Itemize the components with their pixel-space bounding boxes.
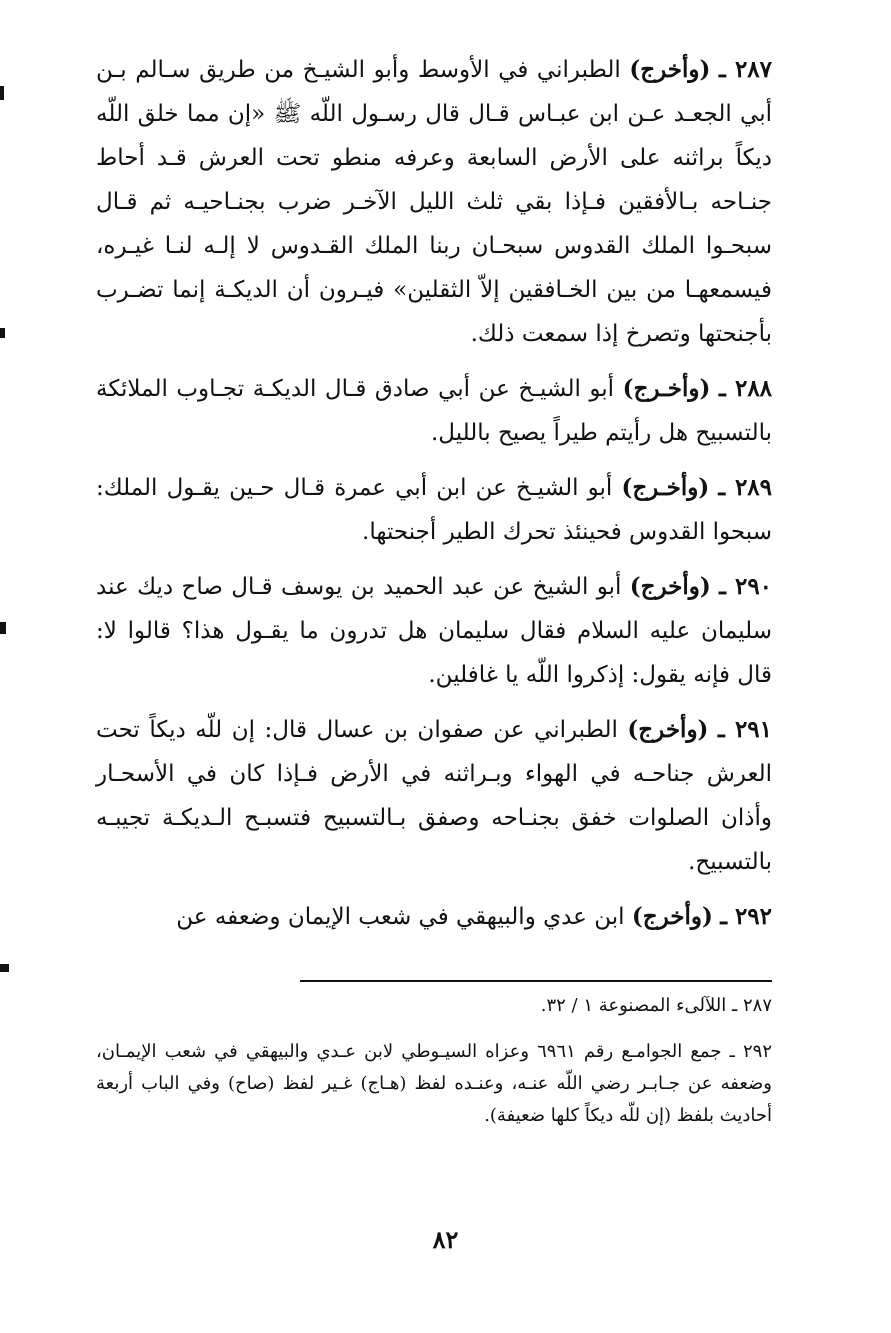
entry-ref: (وأخرج) bbox=[629, 56, 711, 83]
entry-number: ٢٩٢ ـ bbox=[720, 903, 772, 930]
entry-number: ٢٨٨ ـ bbox=[718, 375, 773, 402]
entry-text: ابن عدي والبيهقي في شعب الإيمان وضعفه عن bbox=[176, 904, 625, 930]
entry-289 bbox=[96, 466, 772, 554]
entry-text: أبو الشيخ عن عبد الحميد بن يوسف قـال صاح ديك عند سليمان عليه السلام فقال سليمان هل تدرون ما يقـول هذا؟ قالوا لا: قال فإنه يقول: إذكروا اللّه يا غافلين. bbox=[96, 574, 772, 688]
entry-287 bbox=[96, 48, 772, 356]
scan-edge-mark bbox=[0, 964, 9, 972]
footnote-divider bbox=[300, 980, 772, 982]
entry-288 bbox=[96, 367, 772, 455]
entry-ref: (وأخرج) bbox=[629, 573, 711, 600]
entry-text: الطبراني عن صفوان بن عسال قال: إن للّه ديكاً تحت العرش جناحـه في الهواء وبـراثنه في الأرض فـإذا كان في الأسحـار وأذان الصلوات خفق بجنـاحه وصفق بـالتسبيح فتسبـح الـديكـة تجيبـه بالتسبيح. bbox=[96, 717, 772, 875]
entry-text: أبو الشيـخ عن ابن أبي عمرة قـال حـين يقـول الملك: سبحوا القدوس فحينئذ تحرك الطير أجنحتها. bbox=[96, 475, 772, 545]
footnote-287: ٢٨٧ ـ اللآلىء المصنوعة ١ / ٣٢. bbox=[540, 995, 772, 1016]
entry-number: ٢٩٠ ـ bbox=[719, 573, 773, 600]
entry-ref: (وأخـرج) bbox=[622, 375, 711, 402]
entry-number: ٢٩١ ـ bbox=[717, 716, 773, 743]
main-text bbox=[96, 48, 772, 950]
entry-text: أبو الشيـخ عن أبي صادق قـال الديكـة تجـاوب الملائكة بالتسبيح هل رأيتم طيراً يصيح بالليل. bbox=[96, 376, 772, 446]
footnote-292: ٢٩٢ ـ جمع الجوامـع رقم ٦٩٦١ وعزاه السيـوطي لابن عـدي والبيهقي في شعب الإيمـان، وضعفه عن جـابـر رضي اللّه عنـه، وعنـده لفظ (هـاج) غـير لفظ (صاح) وفي الباب أربعة أحاديث بلفظ (إن للّه ديكاً كلها ضعيفة). bbox=[96, 1041, 773, 1126]
scan-edge-mark bbox=[0, 622, 6, 634]
entry-number: ٢٨٩ ـ bbox=[718, 474, 772, 501]
entry-ref: (وأخرج) bbox=[631, 903, 713, 930]
entry-290 bbox=[96, 565, 772, 697]
scan-edge-mark bbox=[0, 328, 5, 338]
entry-number: ٢٨٧ ـ bbox=[718, 56, 773, 83]
entry-ref: (وأخـرج) bbox=[621, 474, 710, 501]
footnotes bbox=[96, 990, 772, 1146]
entry-292 bbox=[96, 895, 772, 939]
entry-291 bbox=[96, 708, 772, 884]
page-number: ٨٢ bbox=[432, 1225, 459, 1254]
entry-text: الطبراني في الأوسط وأبو الشيـخ من طريق سـالم بـن أبي الجعـد عـن ابن عبـاس قـال قال رسـول اللّه ﷺ «إن مما خلق اللّه ديكاً براثنه على الأرض السابعة وعرفه منطو تحت العرش قـد أحاط جنـاحه بـالأفقين فـإذا بقي ثلث الليل الآخـر ضرب بجنـاحيـه ثم قـال سبحـوا الملك القدوس سبحـان ربنا الملك القـدوس لا إلـه لنـا غيـره، فيسمعهـا من بين الخـافقين إلاّ الثقلين» فيـرون أن الديكـة إنما تضـرب بأجنحتها وتصرخ إذا سمعت ذلك. bbox=[96, 57, 772, 347]
scan-edge-mark bbox=[0, 86, 4, 100]
entry-ref: (وأخرج) bbox=[627, 716, 709, 743]
